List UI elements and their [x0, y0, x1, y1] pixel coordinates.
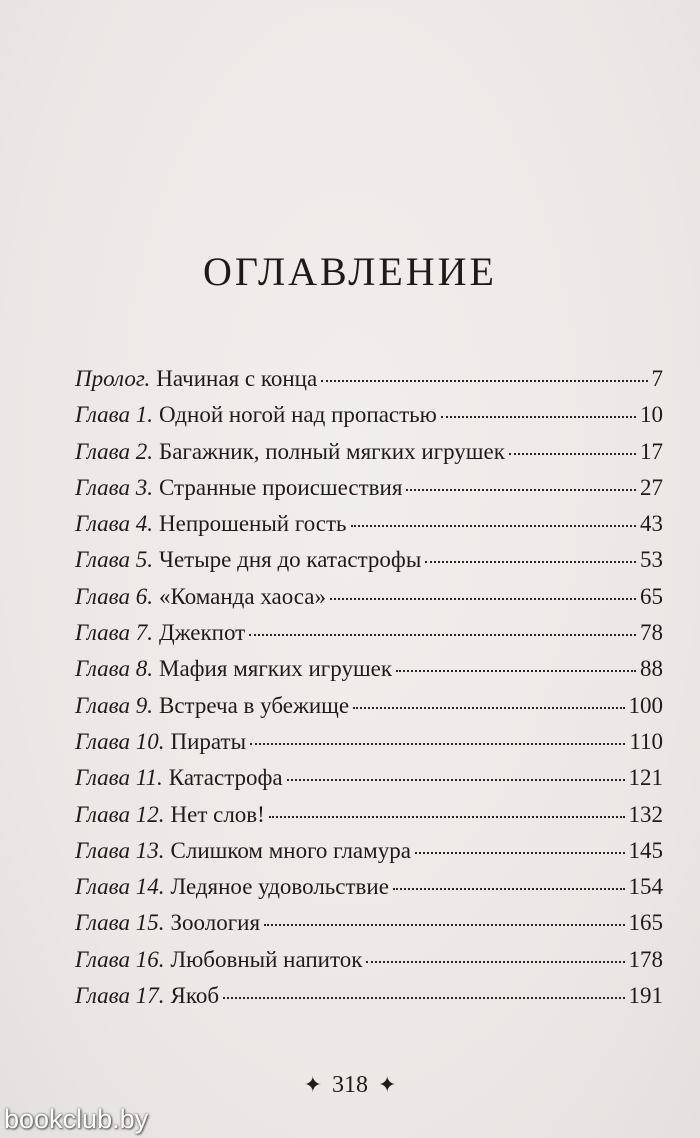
- dot-leader: [509, 453, 636, 455]
- chapter-page-number: 53: [640, 547, 663, 573]
- toc-entry: [75, 475, 663, 511]
- dot-leader: [415, 852, 625, 854]
- dot-leader: [366, 961, 624, 963]
- chapter-page-number: 165: [628, 910, 663, 936]
- chapter-label: Глава 5.: [75, 547, 153, 573]
- page-title: ОГЛАВЛЕНИЕ: [203, 249, 497, 294]
- chapter-page-number: 65: [640, 583, 663, 609]
- chapter-page-number: 10: [640, 402, 663, 428]
- toc-entry: [75, 947, 663, 983]
- toc-entry: [75, 838, 663, 874]
- dot-leader: [441, 416, 636, 418]
- dot-leader: [287, 779, 625, 781]
- chapter-title: Четыре дня до катастрофы: [159, 547, 422, 573]
- chapter-label: Глава 11.: [75, 765, 163, 791]
- chapter-title: Якоб: [170, 983, 220, 1009]
- dot-leader: [264, 924, 624, 926]
- chapter-label: Глава 7.: [75, 620, 153, 646]
- chapter-page-number: 191: [628, 983, 663, 1009]
- chapter-page-number: 7: [651, 366, 663, 391]
- chapter-title: Зоология: [170, 910, 261, 936]
- toc-entry: [75, 366, 663, 402]
- toc-entry: [75, 693, 663, 729]
- dot-leader: [249, 634, 636, 636]
- chapter-label: Глава 14.: [75, 874, 165, 900]
- watermark: bookclub.by: [4, 1104, 149, 1134]
- chapter-title: Ледяное удовольствие: [170, 874, 389, 900]
- chapter-page-number: 178: [628, 946, 663, 972]
- chapter-title: Странные происшествия: [159, 474, 403, 500]
- table-of-contents: [75, 366, 663, 1019]
- chapter-label: Глава 16.: [75, 946, 165, 972]
- chapter-page-number: 132: [628, 801, 663, 827]
- toc-entry: [75, 620, 663, 656]
- chapter-title: Любовный напиток: [170, 946, 363, 972]
- toc-entry: [75, 983, 663, 1019]
- chapter-label: Глава 2.: [75, 438, 153, 464]
- chapter-title: Одной ногой над пропастью: [159, 402, 437, 428]
- dot-leader: [353, 707, 624, 709]
- dot-leader: [393, 888, 625, 890]
- chapter-label: Глава 1.: [75, 402, 153, 428]
- chapter-page-number: 154: [628, 874, 663, 900]
- chapter-title: Катастрофа: [168, 765, 283, 791]
- chapter-label: Глава 9.: [75, 692, 153, 718]
- dot-leader: [269, 816, 625, 818]
- chapter-label: Глава 17.: [75, 983, 165, 1009]
- toc-entry: [75, 765, 663, 801]
- chapter-page-number: 110: [629, 728, 663, 754]
- chapter-title: Слишком много гламура: [170, 837, 411, 863]
- dot-leader: [223, 997, 624, 999]
- page-number: 318: [332, 1072, 368, 1098]
- chapter-title: Встреча в убежище: [159, 692, 350, 718]
- chapter-label: Глава 3.: [75, 474, 153, 500]
- chapter-page-number: 121: [628, 765, 663, 791]
- chapter-title: Непрошеный гость: [159, 511, 347, 537]
- toc-entry: [75, 511, 663, 547]
- toc-entry: [75, 584, 663, 620]
- dot-leader: [351, 525, 636, 527]
- chapter-page-number: 88: [640, 656, 663, 682]
- chapter-page-number: 43: [640, 511, 663, 537]
- chapter-label: Глава 4.: [75, 511, 153, 537]
- ornament-right-icon: ✦: [378, 1072, 397, 1097]
- chapter-title: Пираты: [170, 728, 247, 754]
- toc-entry: [75, 874, 663, 910]
- ornament-left-icon: ✦: [303, 1072, 322, 1097]
- chapter-page-number: 27: [640, 474, 663, 500]
- chapter-page-number: 100: [628, 692, 663, 718]
- chapter-title: Нет слов!: [170, 801, 265, 827]
- chapter-label: Глава 13.: [75, 837, 165, 863]
- chapter-page-number: 17: [640, 438, 663, 464]
- chapter-title: Багажник, полный мягких игрушек: [159, 438, 505, 464]
- toc-entry: [75, 439, 663, 475]
- page-footer: [0, 1072, 700, 1099]
- chapter-page-number: 78: [640, 620, 663, 646]
- chapter-title: «Команда хаоса»: [159, 583, 327, 609]
- chapter-page-number: 145: [628, 837, 663, 863]
- toc-entry: [75, 402, 663, 438]
- dot-leader: [330, 598, 636, 600]
- toc-entry: [75, 910, 663, 946]
- chapter-title: Начиная с конца: [156, 366, 318, 391]
- chapter-label: Глава 15.: [75, 910, 165, 936]
- toc-entry: [75, 656, 663, 692]
- chapter-label: Глава 12.: [75, 801, 165, 827]
- chapter-label: Глава 6.: [75, 583, 153, 609]
- chapter-title: Джекпот: [159, 620, 246, 646]
- dot-leader: [406, 489, 636, 491]
- toc-entry: [75, 802, 663, 838]
- dot-leader: [250, 743, 625, 745]
- dot-leader: [396, 670, 636, 672]
- chapter-label: Глава 10.: [75, 728, 165, 754]
- toc-entry: [75, 729, 663, 765]
- chapter-label: Глава 8.: [75, 656, 153, 682]
- dot-leader: [321, 380, 647, 382]
- chapter-title: Мафия мягких игрушек: [159, 656, 393, 682]
- chapter-label: Пролог.: [75, 366, 151, 391]
- dot-leader: [425, 561, 636, 563]
- toc-entry: [75, 547, 663, 583]
